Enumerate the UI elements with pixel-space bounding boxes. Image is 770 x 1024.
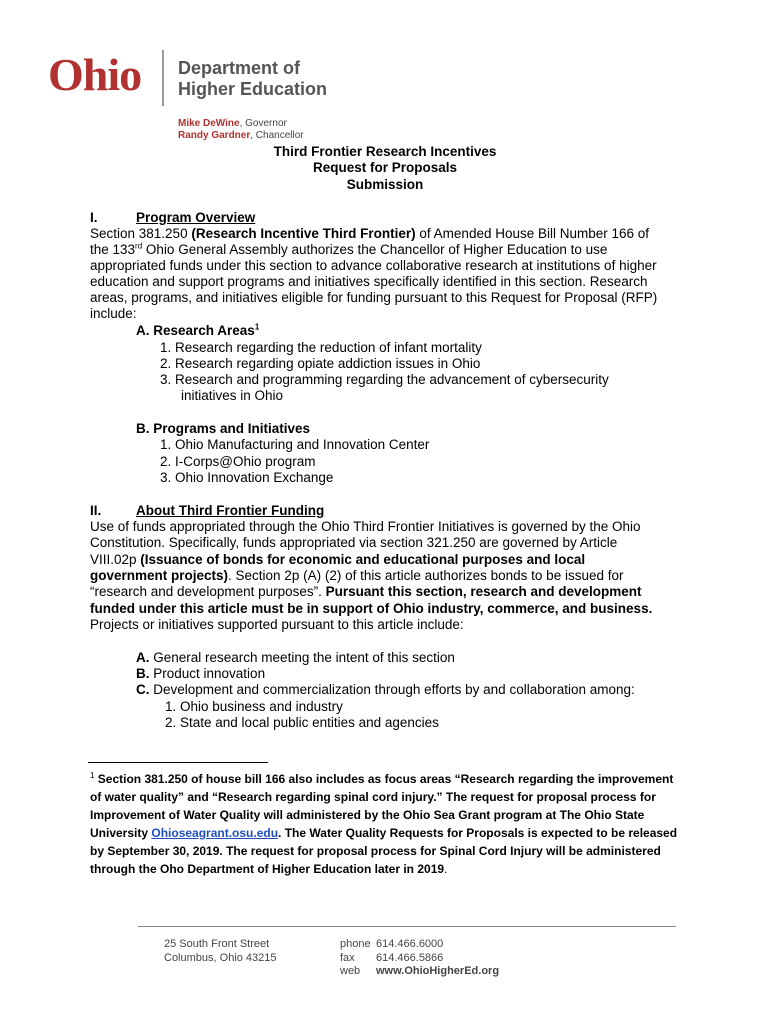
section2-line4: government projects). Section 2p (A) (2) of this article authorizes bonds to be issued for xyxy=(90,568,624,583)
funding-item: A. General research meeting the intent of this section xyxy=(136,650,455,665)
footnote-line4: University Ohioseagrant.osu.edu. The Water Quality Requests for Proposals is expected to be released xyxy=(90,826,678,840)
program-item: 1. Ohio Manufacturing and Innovation Center xyxy=(160,437,430,452)
section1-para-line3: appropriated funds under this section to advance collaborative research at institutions of higher xyxy=(90,258,657,273)
department-name xyxy=(178,58,327,100)
section1-para-line4: education and support programs and initiatives specifically identified in this section. Research xyxy=(90,274,648,289)
section2-line7: Projects or initiatives supported pursuant to this article include: xyxy=(90,617,464,632)
phone-label: phone xyxy=(340,938,371,950)
doc-title-line2: Request for Proposals xyxy=(312,160,458,175)
dept-line1: Department of xyxy=(178,58,301,78)
website-link[interactable]: www.OhioHigherEd.org xyxy=(376,965,500,977)
dept-line2: Higher Education xyxy=(178,79,328,99)
funding-item: B. Product innovation xyxy=(136,666,266,681)
research-area-item-cont: initiatives in Ohio xyxy=(181,388,284,403)
footnote-line1: $^1$ Section 381.250 of house bill 166 also includes as focus areas “Research regarding the improvement xyxy=(90,771,674,786)
section2-line5: “research and development purposes”. Pursuant this section, research and development xyxy=(90,584,642,599)
footnote-line5: by September 30, 2019. The request for proposal process for Spinal Cord Injury will be administered xyxy=(90,844,661,858)
address-line2: Columbus, Ohio 43215 xyxy=(164,951,277,964)
footer-divider xyxy=(138,926,676,927)
fax-number: 614.466.5866 xyxy=(376,951,444,964)
program-item: 3. Ohio Innovation Exchange xyxy=(160,470,334,485)
research-area-item: 2. Research regarding opiate addiction issues in Ohio xyxy=(160,356,481,371)
funding-sub-item: 1. Ohio business and industry xyxy=(165,699,343,714)
section2-line3: VIII.02p (Issuance of bonds for economic and educational purposes and local xyxy=(90,552,586,567)
footnote-line2: of water quality” and “Research regarding spinal cord injury.” The request for proposal process for xyxy=(90,790,656,804)
footnote-divider xyxy=(88,762,268,763)
research-area-item: 1. Research regarding the reduction of infant mortality xyxy=(160,340,482,355)
section2-line2: Constitution. Specifically, funds appropriated via section 321.250 are governed by Article xyxy=(90,535,618,550)
funding-item: C. Development and commercialization through efforts by and collaboration among: xyxy=(136,682,635,697)
doc-title-line1: Third Frontier Research Incentives xyxy=(273,144,497,159)
chancellor-line xyxy=(178,130,304,142)
section1-number: I. xyxy=(90,210,98,225)
sea-grant-link[interactable]: Ohioseagrant.osu.edu xyxy=(151,826,279,840)
logo-divider xyxy=(162,50,164,106)
web-label: web xyxy=(340,965,361,977)
doc-title-line3: Submission xyxy=(346,177,424,192)
section2-line1: Use of funds appropriated through the Ohio Third Frontier Initiatives is governed by the Ohio xyxy=(90,519,641,534)
footer-contact-labels xyxy=(340,938,371,979)
section1-heading: Program Overview xyxy=(136,210,256,225)
programs-heading: B. Programs and Initiatives xyxy=(136,421,311,436)
footer-address xyxy=(164,938,277,965)
section1-para-line5: areas, programs, and initiatives eligible for funding pursuant to this Request for Proposal (RFP) xyxy=(90,290,658,305)
section2-line6: funded under this article must be in support of Ohio industry, commerce, and business. xyxy=(90,601,653,616)
section1-para-line1: Section 381.250 (Research Incentive Third Frontier) of Amended House Bill Number 166 of xyxy=(90,226,650,241)
governor-name: Mike DeWine xyxy=(178,118,240,129)
research-areas-heading: A. Research Areas$^1$ xyxy=(136,322,260,338)
governor-line xyxy=(178,118,304,130)
section2-number: II. xyxy=(90,503,102,518)
section1-para-line2: the 133rd Ohio General Assembly authorizes the Chancellor of Higher Education to use xyxy=(90,241,608,257)
footnote-line6: through the Oho Department of Higher Education later in 2019. xyxy=(90,862,448,876)
phone-number: 614.466.6000 xyxy=(376,938,444,950)
footer-contact-values xyxy=(376,938,499,979)
research-area-item: 3. Research and programming regarding the advancement of cybersecurity xyxy=(160,372,609,387)
governor-title: , Governor xyxy=(239,118,287,129)
section1-para-line6: include: xyxy=(90,306,137,321)
ohio-logo: Ohio xyxy=(48,49,142,100)
fax-label: fax xyxy=(340,951,355,964)
officials-block xyxy=(178,118,304,142)
section2-heading: About Third Frontier Funding xyxy=(136,503,325,518)
funding-sub-item: 2. State and local public entities and agencies xyxy=(165,715,439,730)
address-line1: 25 South Front Street xyxy=(164,938,270,950)
chancellor-title: , Chancellor xyxy=(250,130,304,141)
footnote-line3: Improvement of Water Quality will administered by the Ohio Sea Grant program at The Ohio State xyxy=(90,808,645,822)
program-item: 2. I-Corps@Ohio program xyxy=(160,454,316,469)
chancellor-name: Randy Gardner xyxy=(178,130,251,141)
